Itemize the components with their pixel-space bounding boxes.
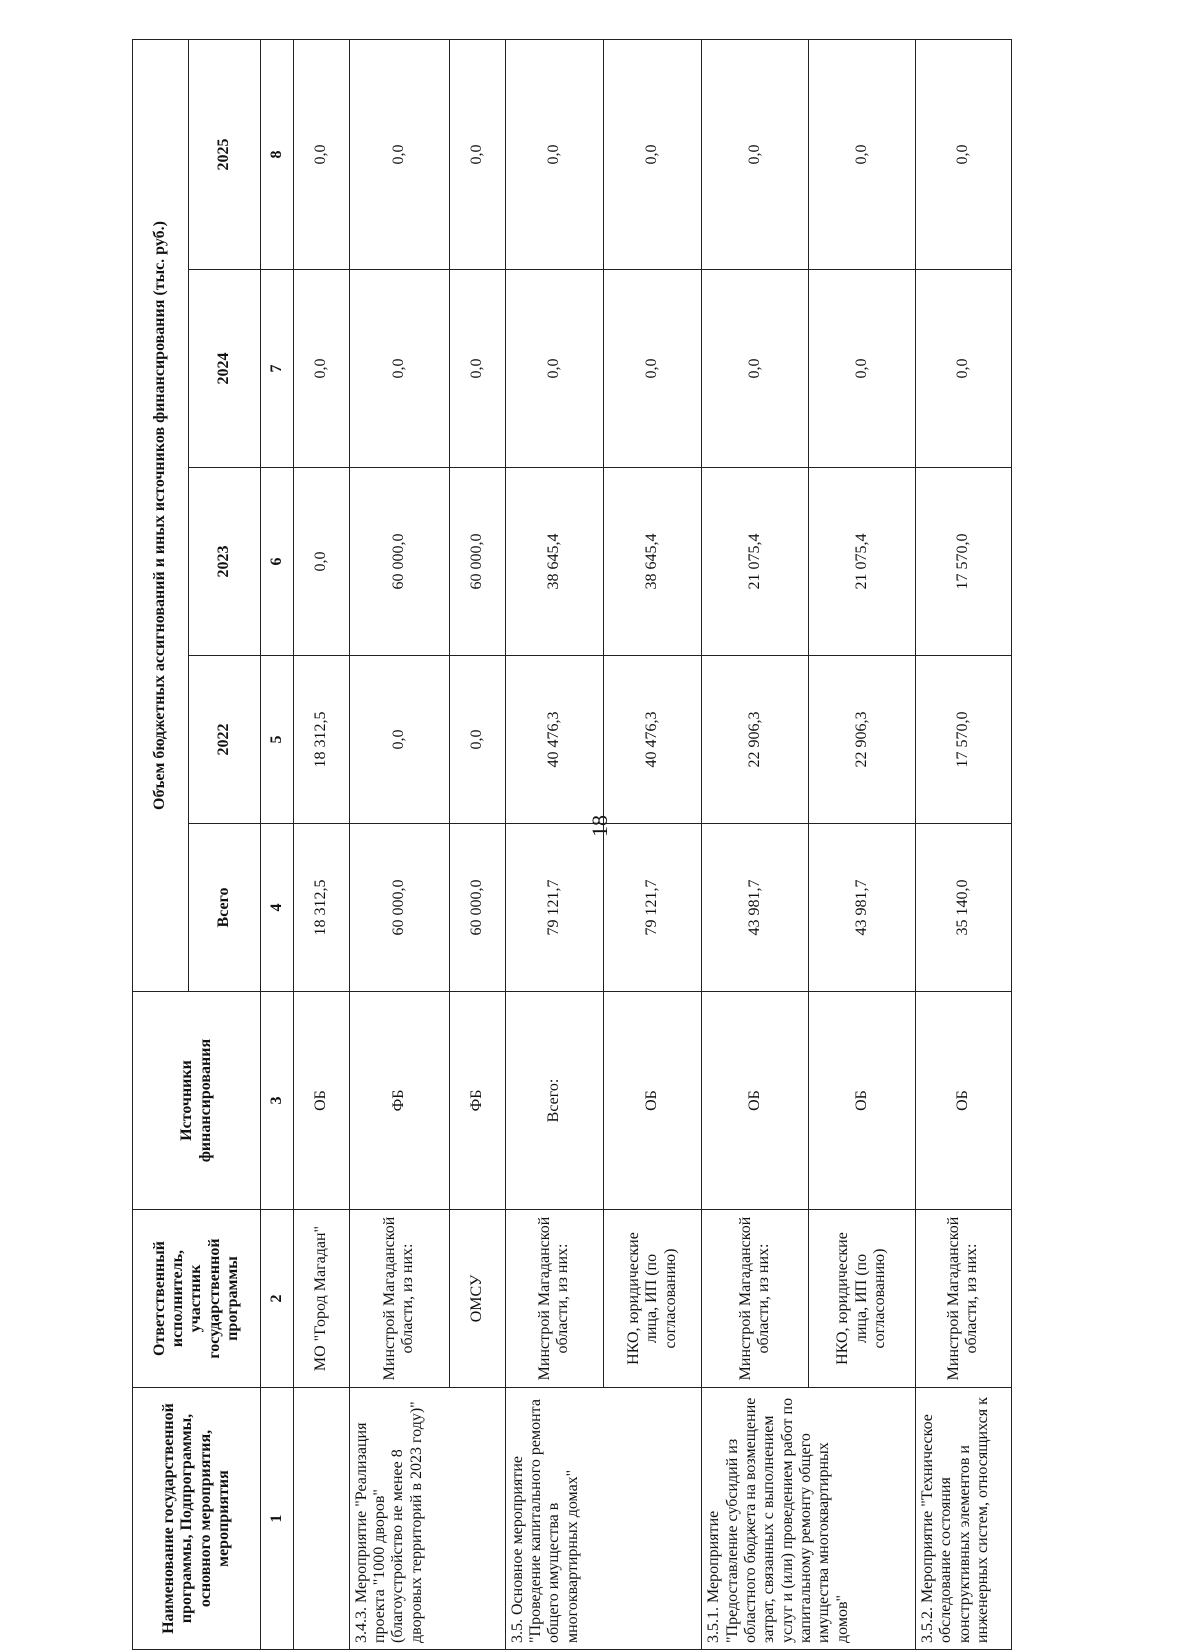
row-value-2025: 0,0 [603, 39, 701, 269]
rotated-table-container [132, 40, 1012, 1650]
table-row [294, 39, 350, 1649]
row-executor: Минстрой Магаданской области, из них: [505, 1210, 603, 1388]
financing-table [132, 39, 1012, 1650]
table-row [915, 39, 1011, 1649]
row-value-2024: 0,0 [349, 270, 449, 468]
row-executor: НКО, юридические лица, ИП (по согласованию) [603, 1210, 701, 1388]
row-value-2022: 22 906,3 [808, 656, 915, 824]
row-total: 43 981,7 [808, 824, 915, 992]
row-value-2025: 0,0 [702, 39, 809, 269]
row-executor: Минстрой Магаданской области, из них: [915, 1210, 1011, 1388]
row-value-2024: 0,0 [702, 270, 809, 468]
table-row [349, 39, 449, 1649]
row-value-2025: 0,0 [808, 39, 915, 269]
row-value-2024: 0,0 [808, 270, 915, 468]
row-value-2024: 0,0 [505, 270, 603, 468]
row-total: 79 121,7 [603, 824, 701, 992]
column-number: 7 [261, 270, 294, 468]
row-value-2022: 17 570,0 [915, 656, 1011, 824]
row-value-2022: 0,0 [349, 656, 449, 824]
header-funding-source: Источники финансирования [133, 992, 261, 1210]
row-funding-source: ОБ [915, 992, 1011, 1210]
row-executor: Минстрой Магаданской области, из них: [702, 1210, 809, 1388]
header-year-2024: 2024 [189, 270, 261, 468]
row-total: 43 981,7 [702, 824, 809, 992]
row-value-2022: 0,0 [449, 656, 505, 824]
row-value-2022: 18 312,5 [294, 656, 350, 824]
column-number: 1 [261, 1388, 294, 1650]
row-funding-source: ОБ [603, 992, 701, 1210]
row-executor: Минстрой Магаданской области, из них: [349, 1210, 449, 1388]
row-value-2023: 38 645,4 [603, 468, 701, 656]
column-number: 4 [261, 824, 294, 992]
row-value-2024: 0,0 [603, 270, 701, 468]
row-value-2025: 0,0 [449, 39, 505, 269]
row-program-name: 3.5.2. Мероприятие "Техническое обследование состояния конструктивных элементов и инженерных систем, относящихся к [915, 1388, 1011, 1650]
row-program-name: 3.5.1. Мероприятие "Предоставление субсидий из областного бюджета на возмещение затрат, связанных с выполнением услуг и (или) проведением работ по капитальному ремонту общего имущества многоквартирных домов" [702, 1388, 916, 1650]
page-number: 18 [587, 815, 612, 837]
row-total: 79 121,7 [505, 824, 603, 992]
header-year-2025: 2025 [189, 39, 261, 269]
header-year-2023: 2023 [189, 468, 261, 656]
row-total: 60 000,0 [449, 824, 505, 992]
row-value-2024: 0,0 [915, 270, 1011, 468]
row-value-2023: 60 000,0 [349, 468, 449, 656]
row-value-2022: 22 906,3 [702, 656, 809, 824]
row-funding-source: Всего: [505, 992, 603, 1210]
row-value-2023: 21 075,4 [702, 468, 809, 656]
row-value-2023: 0,0 [294, 468, 350, 656]
row-executor: МО "Город Магадан" [294, 1210, 350, 1388]
row-executor: ОМСУ [449, 1210, 505, 1388]
header-program-name: Наименование государственной программы, Подпрограммы, основного мероприятия, мероприятия [133, 1388, 261, 1650]
row-value-2023: 17 570,0 [915, 468, 1011, 656]
row-value-2025: 0,0 [349, 39, 449, 269]
row-funding-source: ОБ [702, 992, 809, 1210]
row-program-name: 3.5. Основное мероприятие "Проведение капитального ремонта общего имущества в многоквартирных домах" [505, 1388, 702, 1650]
row-value-2023: 38 645,4 [505, 468, 603, 656]
header-executor: Ответственный исполнитель, участник государственной программы [133, 1210, 261, 1388]
row-value-2022: 40 476,3 [603, 656, 701, 824]
row-value-2022: 40 476,3 [505, 656, 603, 824]
row-funding-source: ОБ [808, 992, 915, 1210]
row-funding-source: ОБ [294, 992, 350, 1210]
row-value-2025: 0,0 [915, 39, 1011, 269]
header-year-2022: 2022 [189, 656, 261, 824]
column-number: 3 [261, 992, 294, 1210]
row-value-2025: 0,0 [294, 39, 350, 269]
column-number: 2 [261, 1210, 294, 1388]
row-value-2024: 0,0 [294, 270, 350, 468]
row-program-name [294, 1388, 350, 1650]
header-budget-volume: Объем бюджетных ассигнований и иных источников финансирования (тыс. руб.) [133, 39, 189, 991]
row-value-2024: 0,0 [449, 270, 505, 468]
row-executor: НКО, юридические лица, ИП (по согласованию) [808, 1210, 915, 1388]
row-value-2023: 60 000,0 [449, 468, 505, 656]
row-value-2023: 21 075,4 [808, 468, 915, 656]
row-total: 35 140,0 [915, 824, 1011, 992]
column-number: 8 [261, 39, 294, 269]
column-number: 5 [261, 656, 294, 824]
row-program-name: 3.4.3. Мероприятие "Реализация проекта "1000 дворов" (благоустройство не менее 8 дворовых территорий в 2023 году)" [349, 1388, 505, 1650]
row-funding-source: ФБ [449, 992, 505, 1210]
row-total: 18 312,5 [294, 824, 350, 992]
header-total: Всего [189, 824, 261, 992]
table-row [505, 39, 603, 1649]
row-value-2025: 0,0 [505, 39, 603, 269]
row-total: 60 000,0 [349, 824, 449, 992]
row-funding-source: ФБ [349, 992, 449, 1210]
table-row [702, 39, 809, 1649]
column-number: 6 [261, 468, 294, 656]
